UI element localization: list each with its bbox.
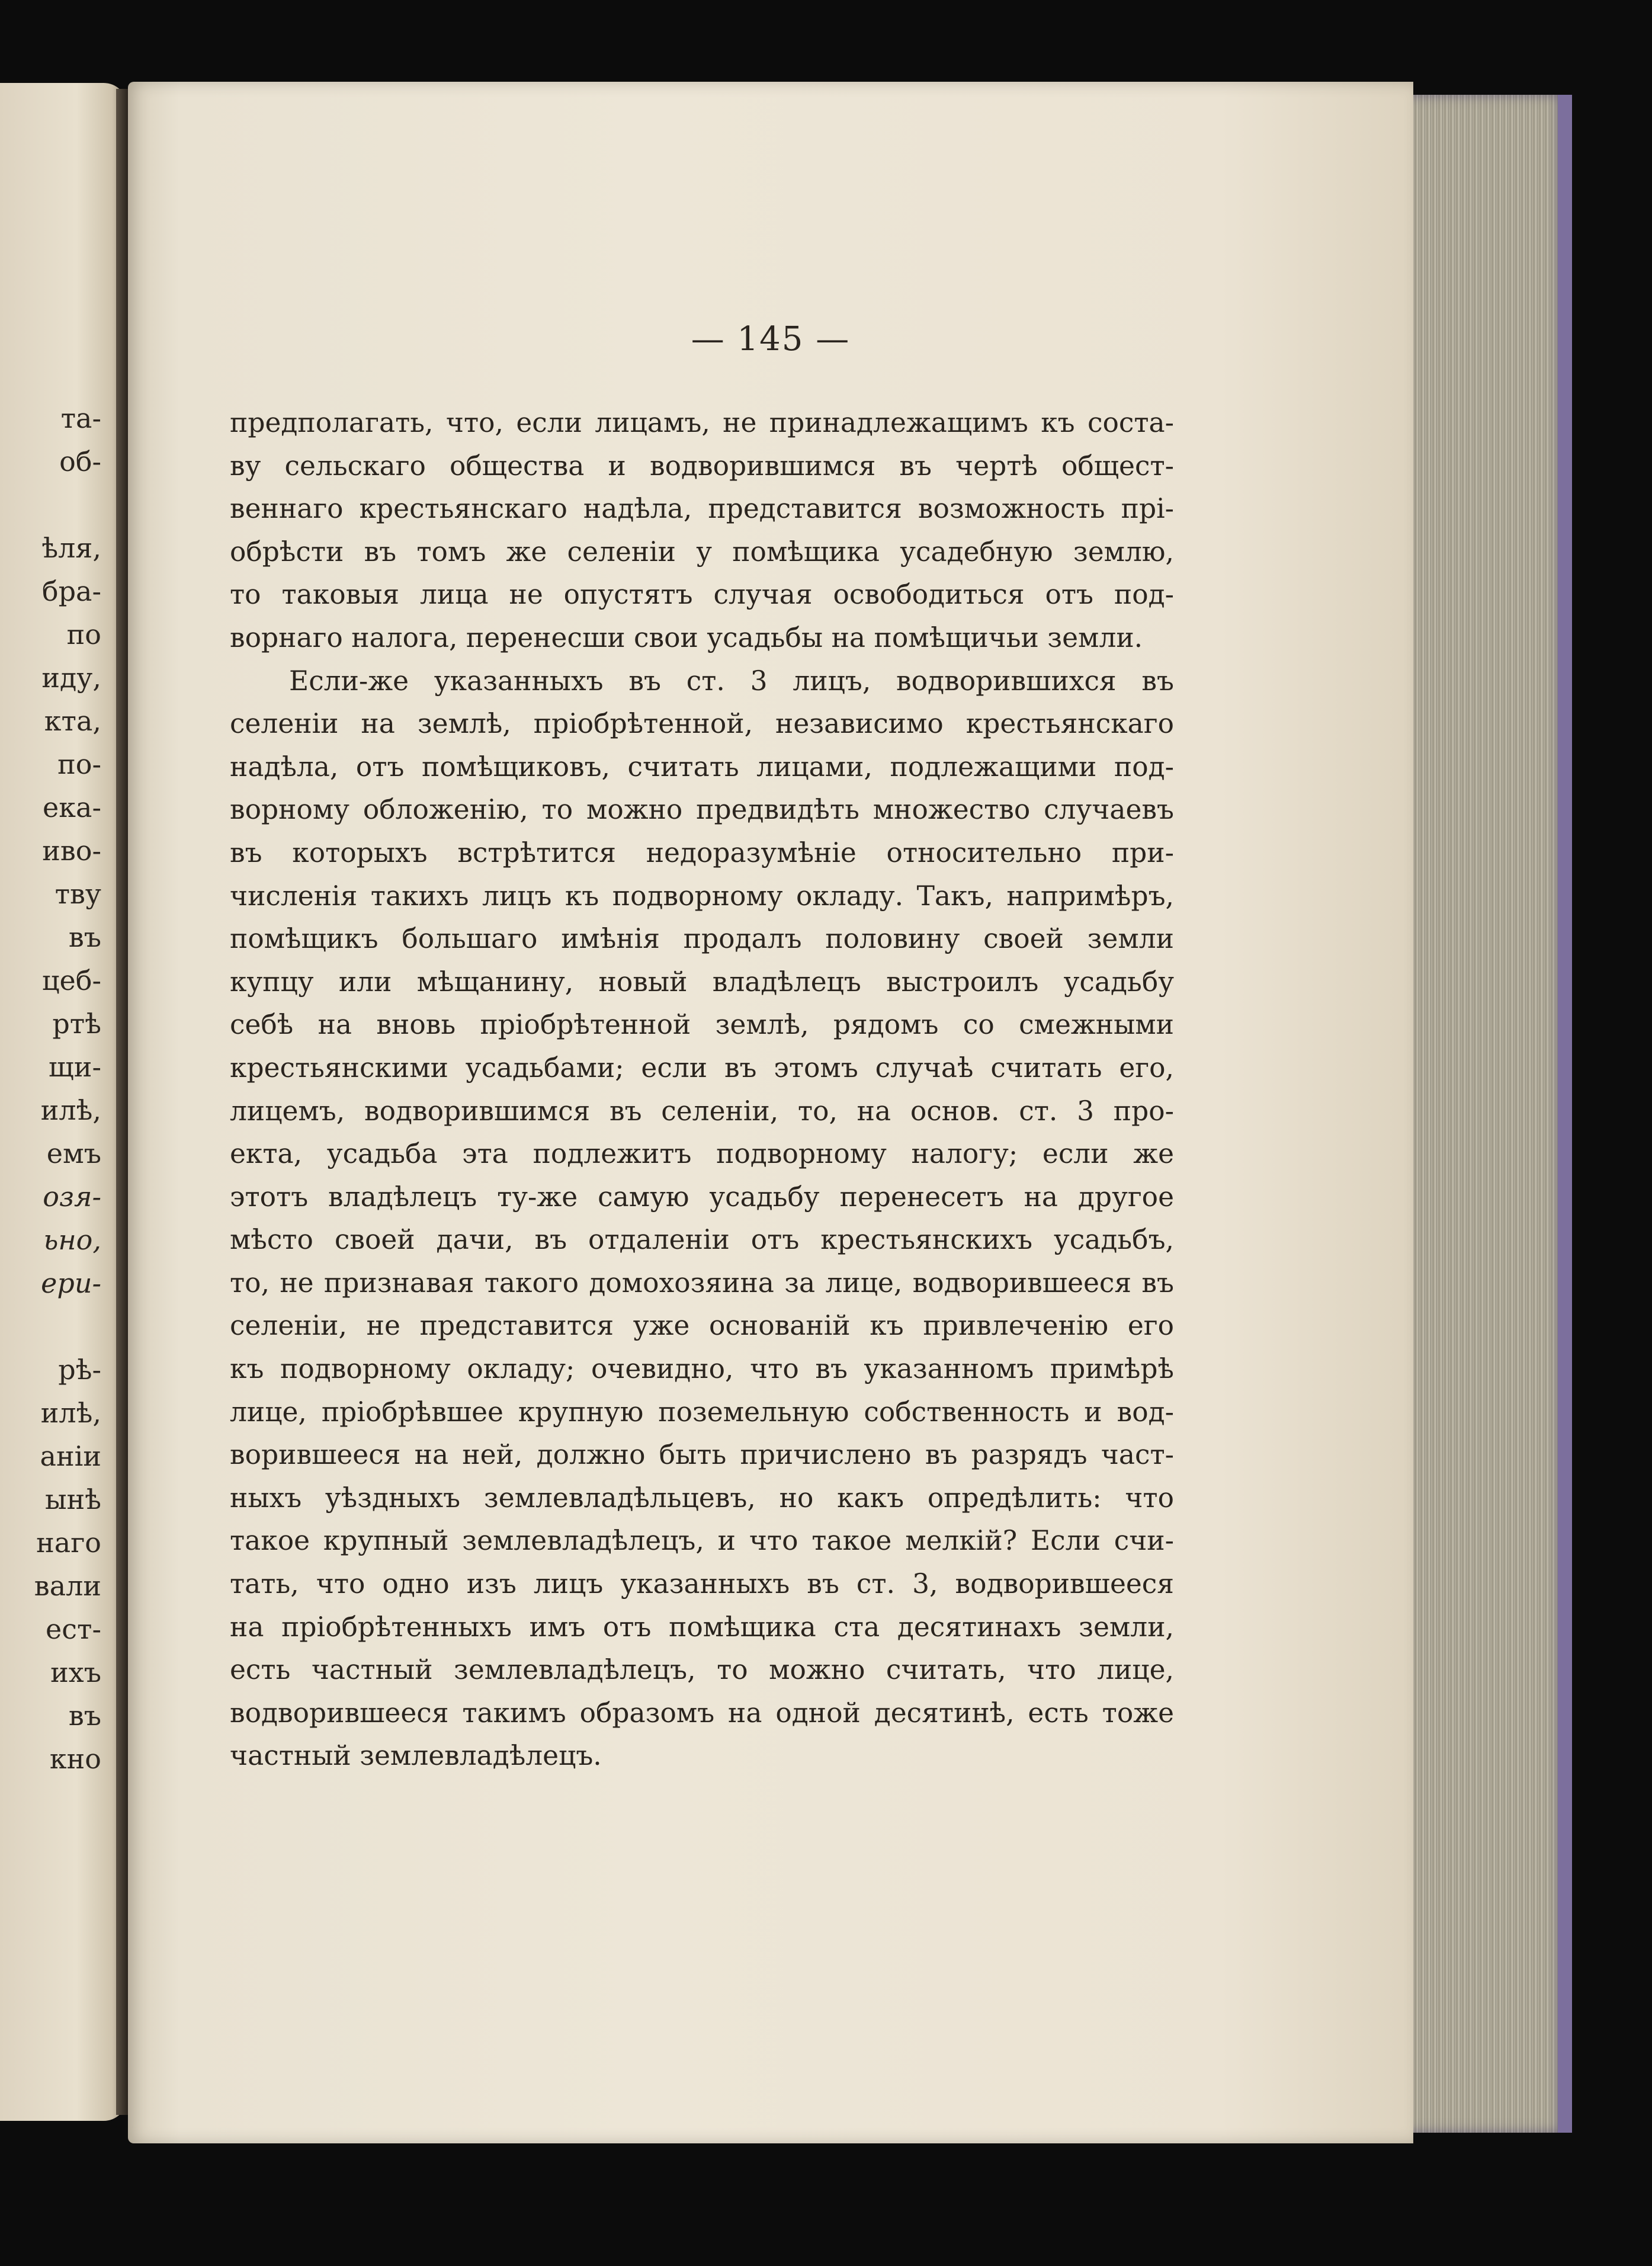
left-page-line: щи-: [49, 1051, 101, 1083]
page-number: — 145 —: [691, 320, 851, 358]
text-line: екта, усадьба эта подлежитъ подворному налогу; если же: [230, 1138, 1174, 1170]
left-page-line: ртѣ: [52, 1008, 101, 1040]
text-line: въ которыхъ встрѣтится недоразумѣніе относительно при-: [230, 836, 1174, 868]
body-text: [230, 402, 1174, 1778]
left-page-line: ест-: [46, 1613, 101, 1645]
text-line: водворившееся такимъ образомъ на одной десятинѣ, есть тоже: [230, 1697, 1174, 1729]
text-line: то таковыя лица не опустятъ случая освободиться отъ под-: [230, 579, 1174, 611]
left-page-line: иду,: [41, 662, 101, 694]
book-cover-edge: [1558, 95, 1572, 2133]
left-page-line: бра-: [41, 575, 101, 607]
left-page-line: илѣ,: [40, 1397, 101, 1429]
text-line: селеніи на землѣ, пріобрѣтенной, независимо крестьянскаго: [230, 708, 1174, 740]
text-line: купцу или мѣщанину, новый владѣлецъ выстроилъ усадьбу: [230, 966, 1174, 998]
left-page-line: об-: [59, 445, 101, 477]
left-page-line: ека-: [43, 791, 101, 823]
text-line: численія такихъ лицъ къ подворному окладу. Такъ, напримѣръ,: [230, 880, 1174, 912]
text-line: на пріобрѣтенныхъ имъ отъ помѣщика ста десятинахъ земли,: [230, 1611, 1174, 1643]
text-line: лицемъ, водворившимся въ селеніи, то, на основ. ст. 3 про-: [230, 1095, 1174, 1127]
text-line: помѣщикъ большаго имѣнія продалъ половину своей земли: [230, 923, 1174, 955]
text-line: себѣ на вновь пріобрѣтенной землѣ, рядомъ со смежными: [230, 1009, 1174, 1041]
left-page-line: аніи: [40, 1440, 101, 1472]
left-page-line: ынѣ: [44, 1483, 101, 1515]
left-page-line: кно: [49, 1743, 101, 1775]
text-line: надѣла, отъ помѣщиковъ, считать лицами, подлежащими под-: [230, 751, 1174, 783]
left-page-line: по: [66, 618, 101, 650]
text-line: этотъ владѣлецъ ту-же самую усадьбу перенесетъ на другое: [230, 1181, 1174, 1213]
page-edges: [1413, 95, 1570, 2133]
left-page-line: цеб-: [41, 964, 101, 996]
text-line: ворнаго налога, перенесши свои усадьбы на помѣщичьи земли.: [230, 621, 1143, 653]
text-line: лице, пріобрѣвшее крупную поземельную собственность и вод-: [230, 1396, 1174, 1428]
left-page-line: въ: [68, 1700, 101, 1732]
text-line: мѣсто своей дачи, въ отдаленіи отъ крестьянскихъ усадьбъ,: [230, 1224, 1174, 1256]
left-page-line: кта,: [44, 705, 101, 737]
text-line: тать, что одно изъ лицъ указанныхъ въ ст. 3, водворившееся: [230, 1568, 1174, 1600]
text-line: частный землевладѣлецъ.: [230, 1740, 602, 1772]
left-page-line: илѣ,: [40, 1094, 101, 1126]
text-line: веннаго крестьянскаго надѣла, представится возможность прі-: [230, 493, 1174, 525]
left-page-text-fragments: [34, 397, 101, 1781]
left-page-line: иво-: [42, 835, 101, 867]
text-line: Если-же указанныхъ въ ст. 3 лицъ, водворившихся въ: [289, 665, 1174, 697]
left-page-line: [34, 483, 101, 527]
left-page-line: ихъ: [50, 1656, 101, 1688]
left-page-line: емъ: [46, 1137, 101, 1169]
left-page-line: ьно,: [43, 1224, 101, 1256]
left-page-line: по-: [57, 748, 101, 780]
left-page-line: ери-: [41, 1267, 101, 1299]
left-page-line: [34, 1305, 101, 1348]
text-line: ныхъ уѣздныхъ землевладѣльцевъ, но какъ опредѣлить: что: [230, 1482, 1174, 1514]
text-line: обрѣсти въ томъ же селеніи у помѣщика усадебную землю,: [230, 536, 1174, 568]
left-page-line: тву: [54, 878, 101, 910]
text-line: ворившееся на ней, должно быть причислено въ разрядъ част-: [230, 1439, 1174, 1471]
text-line: ву сельскаго общества и водворившимся въ чертѣ общест-: [230, 450, 1174, 482]
text-line: крестьянскими усадьбами; если въ этомъ случаѣ считать его,: [230, 1052, 1174, 1084]
left-page-line: та-: [60, 402, 101, 434]
left-page-line: ѣля,: [41, 532, 101, 564]
text-line: такое крупный землевладѣлецъ, и что такое мелкій? Если счи-: [230, 1525, 1174, 1557]
text-line: къ подворному окладу; очевидно, что въ указанномъ примѣрѣ: [230, 1353, 1174, 1385]
left-page-line: вали: [34, 1570, 101, 1602]
left-page-line: въ: [68, 921, 101, 953]
text-line: есть частный землевладѣлецъ, то можно считать, что лице,: [230, 1654, 1174, 1686]
text-line: предполагать, что, если лицамъ, не принадлежащимъ къ соста-: [230, 407, 1174, 438]
text-line: ворному обложенію, то можно предвидѣть множество случаевъ: [230, 794, 1174, 826]
left-page-line: наго: [36, 1527, 101, 1559]
text-line: селеніи, не представится уже основаній къ привлеченію его: [230, 1310, 1174, 1342]
left-page-line: рѣ-: [58, 1354, 101, 1386]
text-line: то, не признавая такого домохозяина за лице, водворившееся въ: [230, 1267, 1174, 1299]
left-page: [0, 83, 127, 2121]
left-page-line: озя-: [43, 1181, 101, 1213]
